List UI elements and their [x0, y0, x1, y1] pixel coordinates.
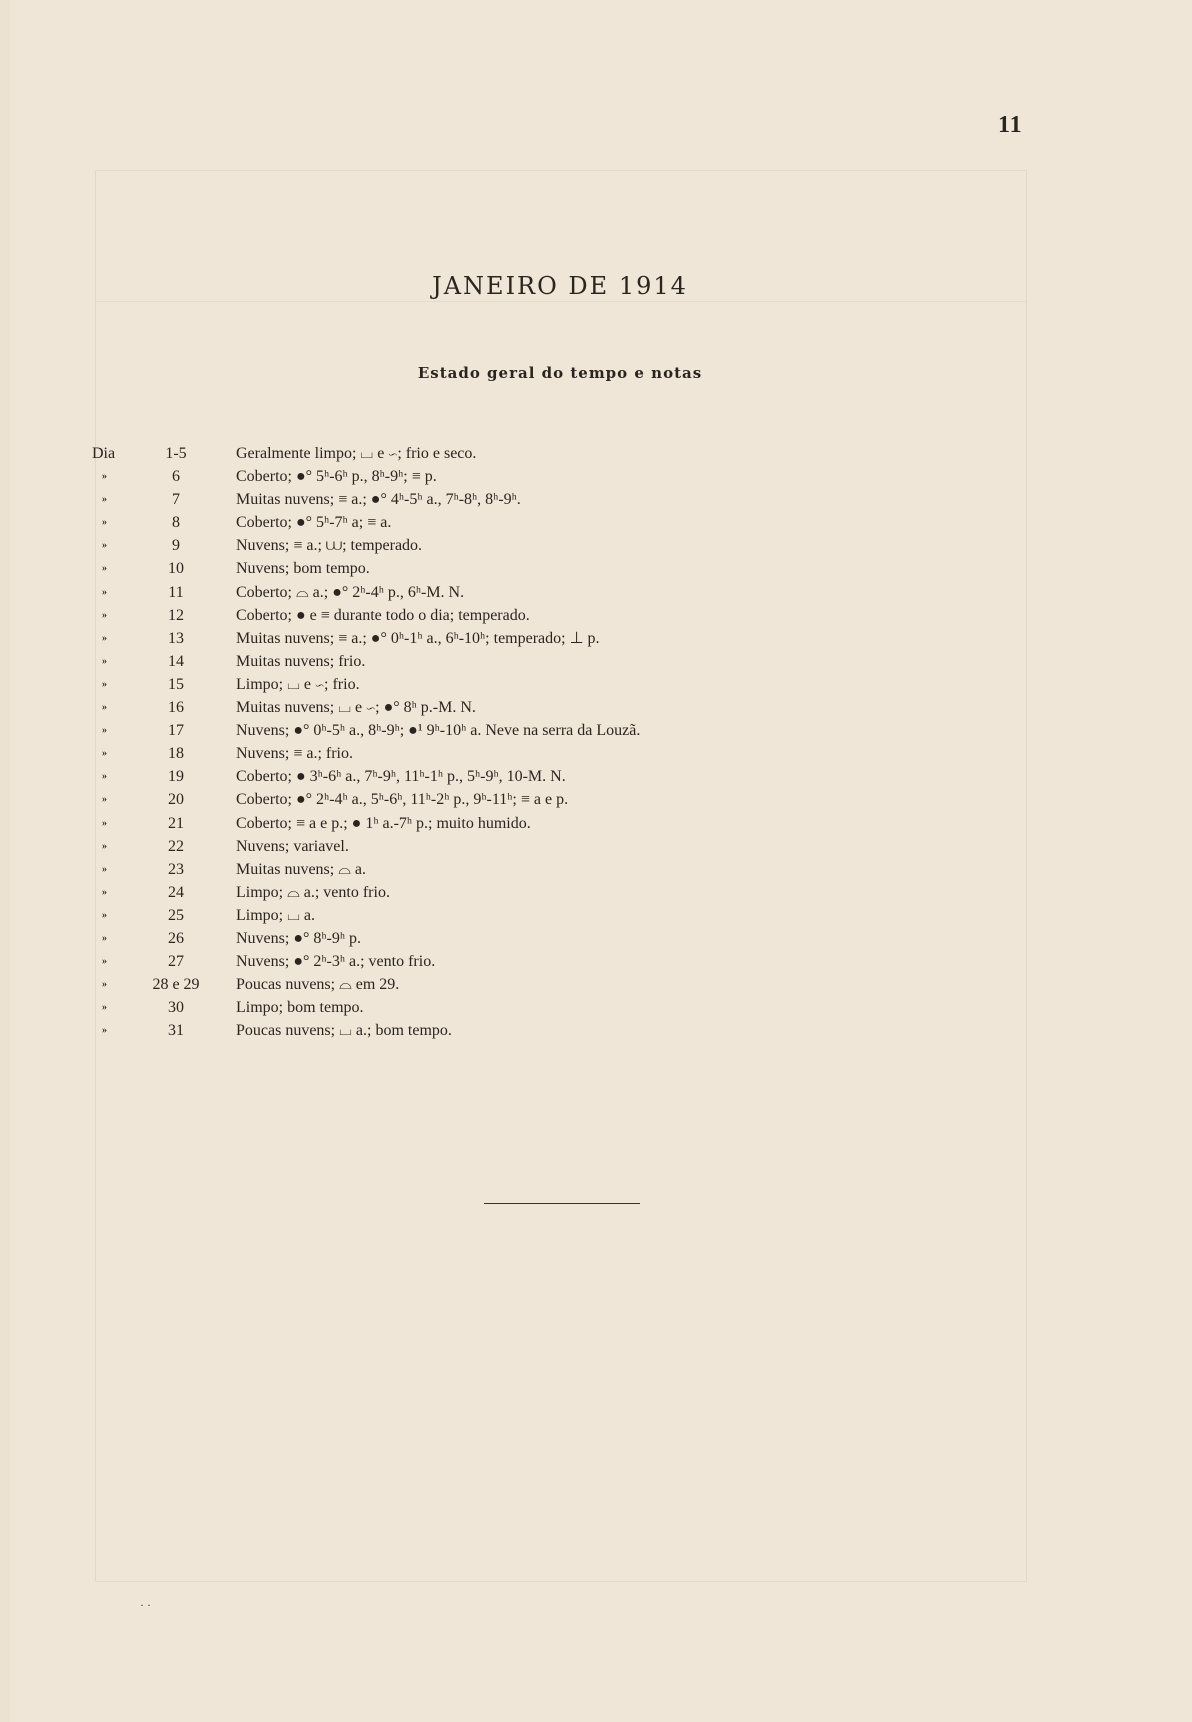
ditto-mark: » [102, 517, 107, 529]
list-item [10, 627, 1192, 650]
day-number: 8 [172, 514, 180, 532]
weather-note: Poucas nuvens; ⌴ a.; bom tempo. [236, 1022, 452, 1040]
weather-entries-list [10, 442, 1192, 1042]
ditto-mark: » [102, 655, 107, 667]
ditto-mark: » [102, 540, 107, 552]
weather-note: Muitas nuvens; ⌴ e ∽; ●° 8ʰ p.-M. N. [236, 699, 476, 717]
list-item [10, 835, 1192, 858]
day-number: 16 [168, 699, 184, 717]
ditto-mark: » [102, 794, 107, 806]
ditto-mark: » [102, 956, 107, 968]
weather-note: Geralmente limpo; ⌴ e ∽; frio e seco. [236, 445, 477, 462]
ditto-mark: » [102, 586, 107, 598]
list-item [10, 557, 1192, 580]
day-number: 30 [168, 999, 184, 1017]
list-item [10, 1019, 1192, 1042]
list-item [10, 927, 1192, 950]
weather-note: Limpo; ⌴ e ∽; frio. [236, 675, 360, 693]
ditto-mark: » [102, 932, 107, 944]
weather-note: Coberto; ● e ≡ durante todo o dia; temperado. [236, 606, 530, 624]
day-number: 21 [168, 814, 184, 832]
list-item [10, 788, 1192, 811]
ditto-mark: » [102, 1002, 107, 1014]
weather-note: Muitas nuvens; ≡ a.; ●° 0ʰ-1ʰ a., 6ʰ-10ʰ; temperado; ⊥ p. [236, 629, 600, 647]
list-item [10, 673, 1192, 696]
list-item [10, 511, 1192, 534]
day-number: 25 [168, 906, 184, 924]
day-number: 26 [168, 929, 184, 947]
list-item [10, 812, 1192, 835]
list-item [10, 534, 1192, 557]
weather-note: Nuvens; ≡ a.; frio. [236, 745, 353, 763]
ditto-mark: » [102, 863, 107, 875]
weather-note: Nuvens; bom tempo. [236, 560, 370, 578]
weather-note: Coberto; ⌓ a.; ●° 2ʰ-4ʰ p., 6ʰ-M. N. [236, 583, 465, 601]
weather-note: Nuvens; ≡ a.; ⩊; temperado. [236, 537, 423, 555]
ditto-mark: » [102, 1025, 107, 1037]
ditto-mark: » [102, 748, 107, 760]
list-item [10, 488, 1192, 511]
ditto-mark: » [102, 979, 107, 991]
day-number: 13 [168, 629, 184, 647]
list-item [10, 765, 1192, 788]
day-number: 24 [168, 883, 184, 901]
weather-note: Coberto; ●° 5ʰ-7ʰ a; ≡ a. [236, 514, 392, 532]
day-prefix: Dia [92, 445, 116, 462]
weather-note: Poucas nuvens; ⌓ em 29. [236, 976, 400, 994]
ditto-mark: » [102, 563, 107, 575]
weather-note: Limpo; bom tempo. [236, 999, 364, 1017]
ditto-mark: » [102, 609, 107, 621]
page-subtitle: Estado geral do tempo e notas [417, 364, 703, 382]
page-number: 11 [998, 112, 1023, 138]
weather-note: Muitas nuvens; frio. [236, 652, 366, 670]
day-number: 19 [168, 768, 184, 786]
day-number: 20 [168, 791, 184, 809]
list-item [10, 858, 1192, 881]
weather-note: Muitas nuvens; ⌓ a. [236, 860, 366, 878]
ditto-mark: » [102, 771, 107, 783]
list-item [10, 442, 1192, 465]
day-number: 27 [168, 953, 184, 971]
day-number: 1-5 [165, 445, 187, 462]
day-number: 12 [168, 606, 184, 624]
day-number: 6 [172, 468, 180, 486]
weather-note: Coberto; ● 3ʰ-6ʰ a., 7ʰ-9ʰ, 11ʰ-1ʰ p., 5ʰ-9ʰ, 10-M. N. [236, 768, 566, 786]
ditto-mark: » [102, 725, 107, 737]
list-item [10, 696, 1192, 719]
weather-note: Muitas nuvens; ≡ a.; ●° 4ʰ-5ʰ a., 7ʰ-8ʰ, 8ʰ-9ʰ. [236, 491, 521, 509]
weather-note: Nuvens; ●° 0ʰ-5ʰ a., 8ʰ-9ʰ; ●¹ 9ʰ-10ʰ a. Neve na serra da Louzã. [236, 722, 641, 740]
ditto-mark: » [102, 909, 107, 921]
ditto-mark: » [102, 678, 107, 690]
margin-dots: · · [140, 1598, 151, 1612]
day-number: 28 e 29 [152, 976, 200, 994]
list-item [10, 973, 1192, 996]
list-item [10, 650, 1192, 673]
list-item [10, 465, 1192, 488]
ditto-mark: » [102, 886, 107, 898]
day-number: 10 [168, 560, 184, 578]
list-item [10, 904, 1192, 927]
day-number: 31 [168, 1022, 184, 1040]
page-title: JANEIRO DE 1914 [432, 272, 688, 300]
list-item [10, 604, 1192, 627]
day-number: 23 [168, 860, 184, 878]
day-number: 15 [168, 675, 184, 693]
weather-note: Limpo; ⌓ a.; vento frio. [236, 883, 390, 901]
day-number: 7 [172, 491, 180, 509]
day-number: 18 [168, 745, 184, 763]
ditto-mark: » [102, 471, 107, 483]
weather-note: Limpo; ⌴ a. [236, 906, 316, 924]
list-item [10, 950, 1192, 973]
ditto-mark: » [102, 632, 107, 644]
page [10, 0, 1192, 1722]
ditto-mark: » [102, 840, 107, 852]
day-number: 14 [168, 652, 184, 670]
day-number: 22 [168, 837, 184, 855]
weather-note: Coberto; ●° 5ʰ-6ʰ p., 8ʰ-9ʰ; ≡ p. [236, 468, 437, 486]
ditto-mark: » [102, 494, 107, 506]
weather-note: Nuvens; ●° 2ʰ-3ʰ a.; vento frio. [236, 953, 436, 971]
weather-note: Nuvens; variavel. [236, 837, 349, 855]
list-item [10, 581, 1192, 604]
ditto-mark: » [102, 817, 107, 829]
weather-note: Nuvens; ●° 8ʰ-9ʰ p. [236, 929, 361, 947]
weather-note: Coberto; ≡ a e p.; ● 1ʰ a.-7ʰ p.; muito humido. [236, 814, 531, 832]
closing-rule [484, 1203, 640, 1204]
day-number: 17 [168, 722, 184, 740]
ditto-mark: » [102, 702, 107, 714]
list-item [10, 881, 1192, 904]
weather-note: Coberto; ●° 2ʰ-4ʰ a., 5ʰ-6ʰ, 11ʰ-2ʰ p., 9ʰ-11ʰ; ≡ a e p. [236, 791, 569, 809]
list-item [10, 742, 1192, 765]
list-item [10, 996, 1192, 1019]
day-number: 11 [168, 583, 184, 601]
day-number: 9 [172, 537, 180, 555]
list-item [10, 719, 1192, 742]
